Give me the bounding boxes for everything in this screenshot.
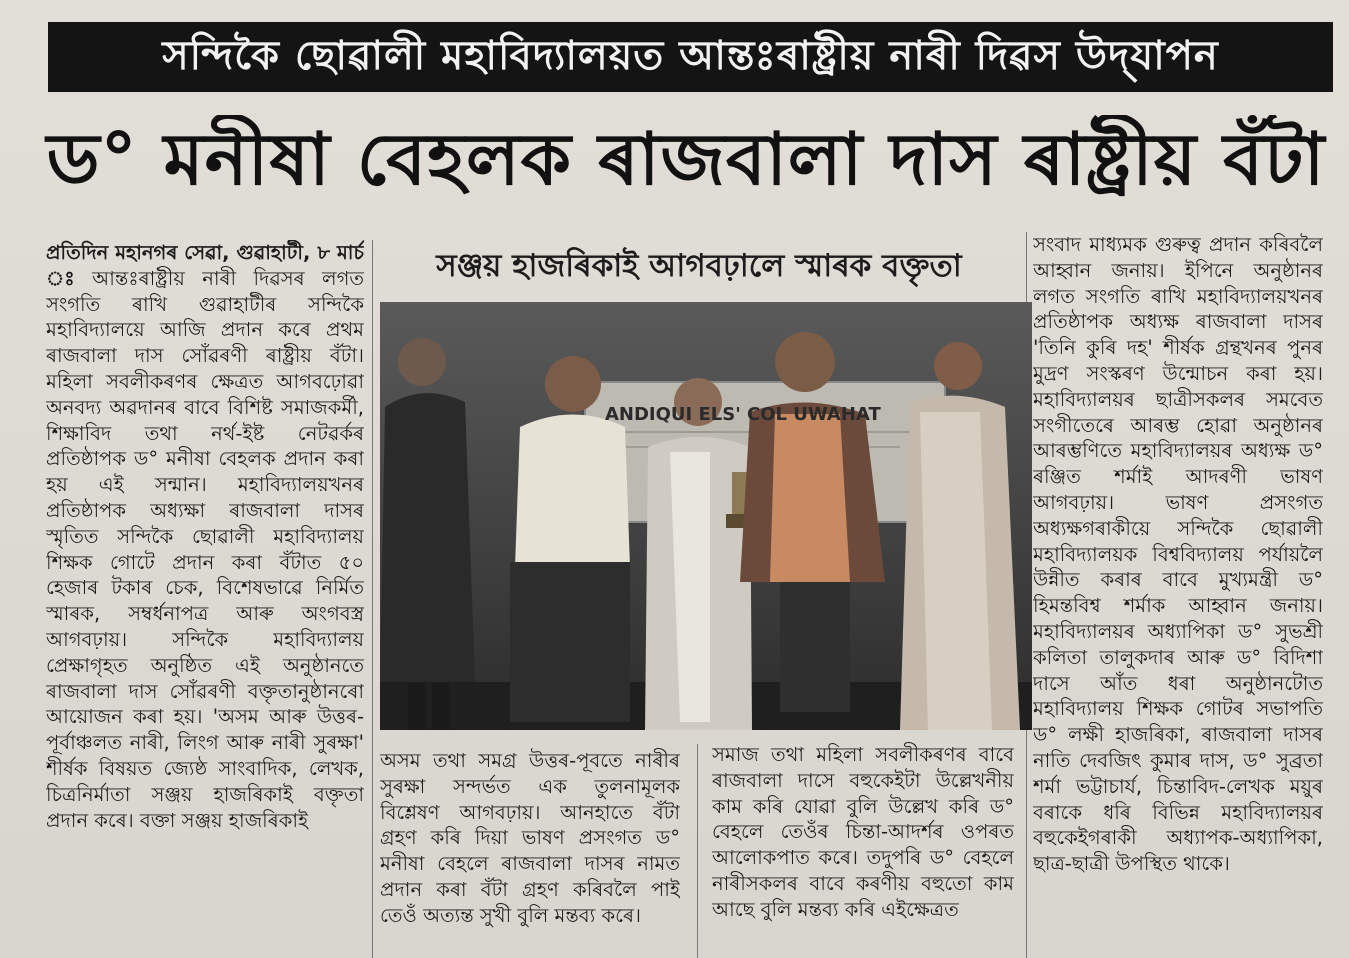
- column-3-text: সমাজ তথা মহিলা সবলীকৰণৰ বাবে ৰাজবালা দাসে বহুকেইটা উল্লেখনীয় কাম কৰি যোৱা বুলি উল্লেখ কৰি ড° বেহলে তেওঁৰ চিন্তা-আদৰ্শৰ ওপৰত আলোকপাত কৰে। তদুপৰি ড° বেহলে নাৰীসকলৰ বাবে কৰণীয় বহুতো কাম আছে বুলি মন্তব্য কৰি এইক্ষেত্ৰত: [712, 743, 1014, 921]
- headline: ড° মনীষা বেহলক ৰাজবালা দাস ৰাষ্ট্ৰীয় বঁটা: [46, 117, 1326, 201]
- column-1-text: আন্তঃৰাষ্ট্ৰীয় নাৰী দিৱসৰ লগত সংগতি ৰাখি গুৱাহাটীৰ সন্দিকৈ মহাবিদ্যালয়ে আজি প্ৰদান কৰে প্ৰথম ৰাজবালা দাস সোঁৱৰণী ৰাষ্ট্ৰীয় বঁটা। মহিলা সবলীকৰণৰ ক্ষেত্ৰত আগবঢ়োৱা অনবদ্য অৱদানৰ বাবে বিশিষ্ট সমাজকৰ্মী, শিক্ষাবিদ তথা নৰ্থ-ইষ্ট নেটৱৰ্কৰ প্ৰতিষ্ঠাপক ড° মনীষা বেহলক প্ৰদান কৰা হয় এই সন্মান। মহাবিদ্যালয়খনৰ প্ৰতিষ্ঠাপক অধ্যক্ষা ৰাজবালা দাসৰ স্মৃতিত সন্দিকৈ ছোৱালী মহাবিদ্যালয় শিক্ষক গোটে প্ৰদান কৰা বঁটাত ৫০ হেজাৰ টকাৰ চেক, বিশেষভাৱে নিৰ্মিত স্মাৰক, সম্বৰ্ধনাপত্ৰ আৰু অংগবস্ত্ৰ আগবঢ়ায়। সন্দিকৈ মহাবিদ্যালয় প্ৰেক্ষাগৃহত অনুষ্ঠিত এই অনুষ্ঠানতে ৰাজবালা দাস সোঁৱৰণী বক্তৃতানুষ্ঠানৰো আয়োজন কৰা হয়। 'অসম আৰু উত্তৰ-পূৰ্বাঞ্চলত নাৰী, লিংগ আৰু নাৰী সুৰক্ষা' শীৰ্ষক বিষয়ত জ্যেষ্ঠ সাংবাদিক, লেখক, চিত্ৰনিৰ্মাতা সঞ্জয় হাজৰিকাই বক্তৃতা প্ৰদান কৰে। বক্তা সঞ্জয় হাজৰিকাই: [46, 266, 364, 832]
- article-column-4: [1033, 232, 1323, 958]
- article-column-1: [46, 240, 364, 958]
- article-column-2: [380, 748, 680, 958]
- event-photo: [380, 302, 1032, 730]
- column-4-text: সংবাদ মাধ্যমক গুৰুত্ব প্ৰদান কৰিবলৈ আহ্বান জনায়। ইপিনে অনুষ্ঠানৰ লগত সংগতি ৰাখি মহাবিদ্যালয়খনৰ প্ৰতিষ্ঠাপক অধ্যক্ষ ৰাজবালা দাসৰ 'তিনি কুৰি দহ' শীৰ্ষক গ্ৰন্থখনৰ পুনৰ মুদ্ৰণ সংস্কৰণ উন্মোচন কৰা হয়। মহাবিদ্যালয়ৰ ছাত্ৰীসকলৰ সমবেত সংগীতেৰে আৰম্ভ হোৱা অনুষ্ঠানৰ আৰম্ভণিতে মহাবিদ্যালয়ৰ অধ্যক্ষ ড° ৰঞ্জিত শৰ্মাই আদৰণী ভাষণ আগবঢ়ায়। ভাষণ প্ৰসংগত অধ্যক্ষগৰাকীয়ে সন্দিকৈ ছোৱালী মহাবিদ্যালয়ক বিশ্ববিদ্যালয় পৰ্যায়লৈ উন্নীত কৰাৰ বাবে মুখ্যমন্ত্ৰী ড° হিমন্তবিশ্ব শৰ্মাক আহ্বান জনায়। মহাবিদ্যালয়ৰ অধ্যাপিকা ড° সুভশ্ৰী কলিতা তালুকদাৰ আৰু ড° বিদিশা দাসে আঁত ধৰা অনুষ্ঠানটোত মহাবিদ্যালয় শিক্ষক গোটৰ সভাপতি ড° লক্ষী হাজৰিকা, ৰাজবালা দাসৰ নাতি দেবজিৎ কুমাৰ দাস, ড° সুব্ৰতা শৰ্মা ভট্টাচাৰ্য, চিন্তাবিদ-লেখক ময়ুৰ বৰাকে ধৰি বিভিন্ন মহাবিদ্যালয়ৰ বহুকেইগৰাকী অধ্যাপক-অধ্যাপিকা, ছাত্ৰ-ছাত্ৰী উপস্থিত থাকে।: [1033, 233, 1323, 876]
- subheadline: সঞ্জয় হাজৰিকাই আগবঢ়ালে স্মাৰক বক্তৃতা: [436, 248, 962, 284]
- column-1-paragraph: [46, 240, 364, 833]
- article-column-3: [712, 742, 1014, 958]
- kicker-banner: সন্দিকৈ ছোৱালী মহাবিদ্যালয়ত আন্তঃৰাষ্ট্ৰীয় নাৰী দিৱস উদ্‌যাপন: [48, 22, 1333, 92]
- backdrop-sign-text: ANDIQUI ELS' COL UWAHAT: [605, 404, 881, 425]
- column-2-text: অসম তথা সমগ্ৰ উত্তৰ-পূবতে নাৰীৰ সুৰক্ষা সন্দৰ্ভত এক তুলনামূলক বিশ্লেষণ আগবঢ়ায়। আনহাতে বঁটা গ্ৰহণ কৰি দিয়া ভাষণ প্ৰসংগত ড° মনীষা বেহলে ৰাজবালা দাসৰ নামত প্ৰদান কৰা বঁটা গ্ৰহণ কৰিবলৈ পাই তেওঁ অত্যন্ত সুখী বুলি মন্তব্য কৰে।: [380, 749, 680, 927]
- column-rule-middle: [697, 744, 698, 958]
- dateline: প্ৰতিদিন মহানগৰ সেৱা, গুৱাহাটী, ৮ মাৰ্চ ঃ: [46, 241, 364, 290]
- column-rule-left: [372, 240, 373, 958]
- award-ceremony-photo: [380, 302, 1032, 730]
